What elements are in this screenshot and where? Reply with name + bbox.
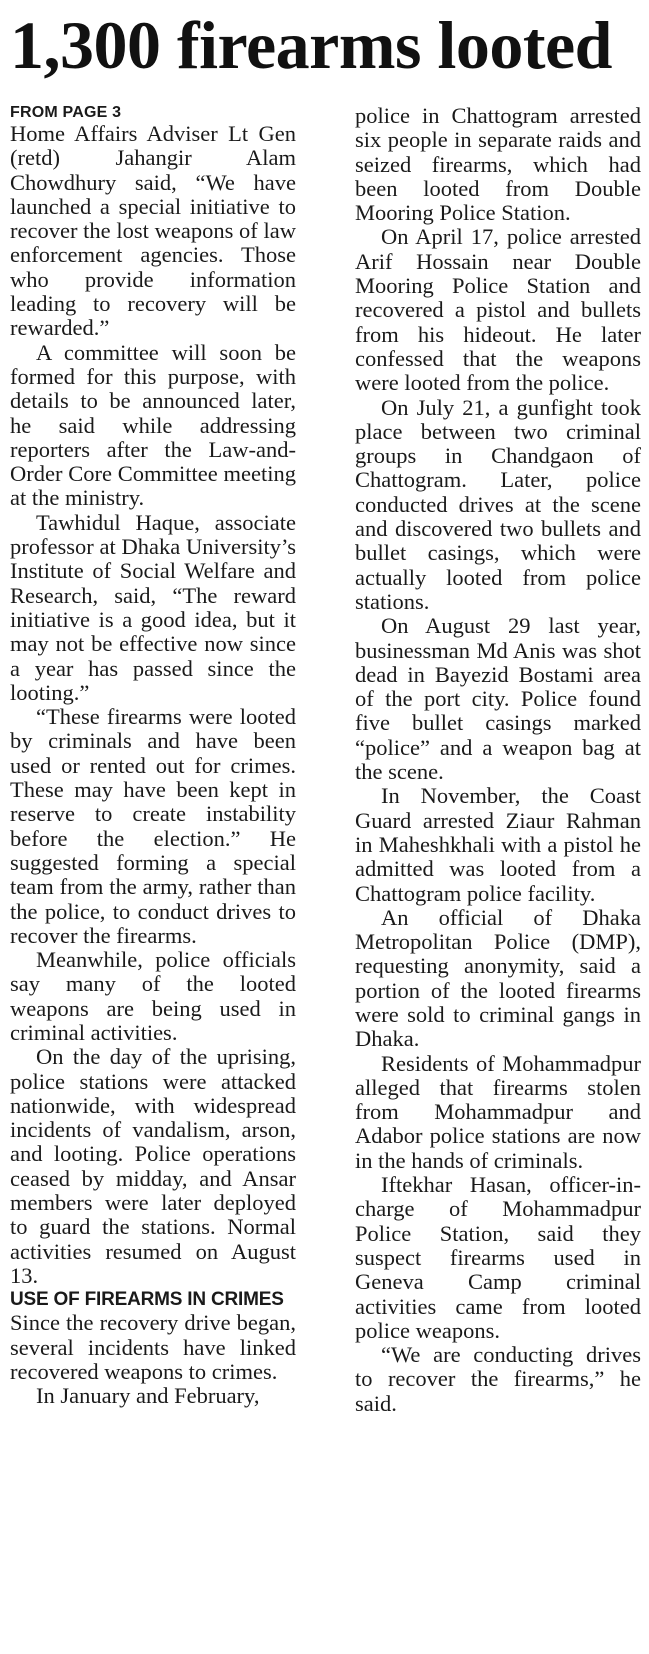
paragraph: Residents of Mohammadpur alleged that firearms stolen from Mohammadpur and Adabor police stations are now in the hands of criminals.	[355, 1050, 641, 1173]
paragraph: Tawhidul Haque, associate professor at Dhaka University’s Institute of Social Welfare and Research, said, “The reward initiative is a good idea, but it may not be effective now since a year has passed since the looting.”	[10, 509, 296, 705]
section-subhead: USE OF FIREARMS IN CRIMES	[10, 1289, 284, 1311]
article-columns	[10, 104, 641, 1416]
paragraph: An official of Dhaka Metropolitan Police (DMP), requesting anonymity, said a portion of the looted firearms were sold to criminal gangs in Dhaka.	[355, 904, 641, 1052]
continuation-kicker: FROM PAGE 3	[10, 104, 122, 121]
paragraph: police in Chattogram arrested six people in separate raids and seized firearms, which had been looted from Double Mooring Police Station.	[355, 103, 641, 226]
paragraph: Meanwhile, police officials say many of the looted weapons are being used in criminal activities.	[10, 947, 296, 1045]
paragraph: Since the recovery drive began, several incidents have linked recovered weapons to crimes.	[10, 1310, 296, 1384]
paragraph: On August 29 last year, businessman Md Anis was shot dead in Bayezid Bostami area of the port city. Police found five bullet casings marked “police” and a weapon bag at the scene.	[355, 613, 641, 785]
left-column	[10, 104, 296, 1416]
paragraph: On the day of the uprising, police stations were attacked nationwide, with widespread incidents of vandalism, arson, and looting. Police operations ceased by midday, and Ansar members were later deployed to guard the stations. Normal activities resumed on August 13.	[10, 1044, 296, 1288]
paragraph: In January and February,	[36, 1383, 260, 1409]
paragraph: “We are conducting drives to recover the firearms,” he said.	[355, 1342, 641, 1416]
headline: 1,300 firearms looted	[10, 7, 612, 83]
paragraph: Iftekhar Hasan, officer-in-charge of Mohammadpur Police Station, said they suspect firearms used in Geneva Camp criminal activities came from looted police weapons.	[355, 1172, 641, 1343]
paragraph: Home Affairs Adviser Lt Gen (retd) Jahangir Alam Chowdhury said, “We have launched a special initiative to recover the lost weapons of law enforcement agencies. Those who provide information leading to recovery will be rewarded.”	[10, 121, 296, 341]
paragraph: On July 21, a gunfight took place between two criminal groups in Chandgaon of Chattogram. Later, police conducted drives at the scene and discovered two bullets and bullet casings, which were actually looted from police stations.	[355, 394, 641, 614]
right-column	[355, 104, 641, 1416]
paragraph: In November, the Coast Guard arrested Ziaur Rahman in Maheshkhali with a pistol he admitted was looted from a Chattogram police facility.	[355, 783, 641, 906]
paragraph: A committee will soon be formed for this purpose, with details to be announced later, he said while addressing reporters after the Law-and-Order Core Committee meeting at the ministry.	[10, 339, 296, 511]
paragraph: On April 17, police arrested Arif Hossain near Double Mooring Police Station and recovered a pistol and bullets from his hideout. He later confessed that the weapons were looted from the police.	[355, 224, 641, 396]
paragraph: “These firearms were looted by criminals and have been used or rented out for crimes. These may have been kept in reserve to create instability before the election.” He suggested forming a special team from the army, rather than the police, to conduct drives to recover the firearms.	[10, 704, 296, 948]
